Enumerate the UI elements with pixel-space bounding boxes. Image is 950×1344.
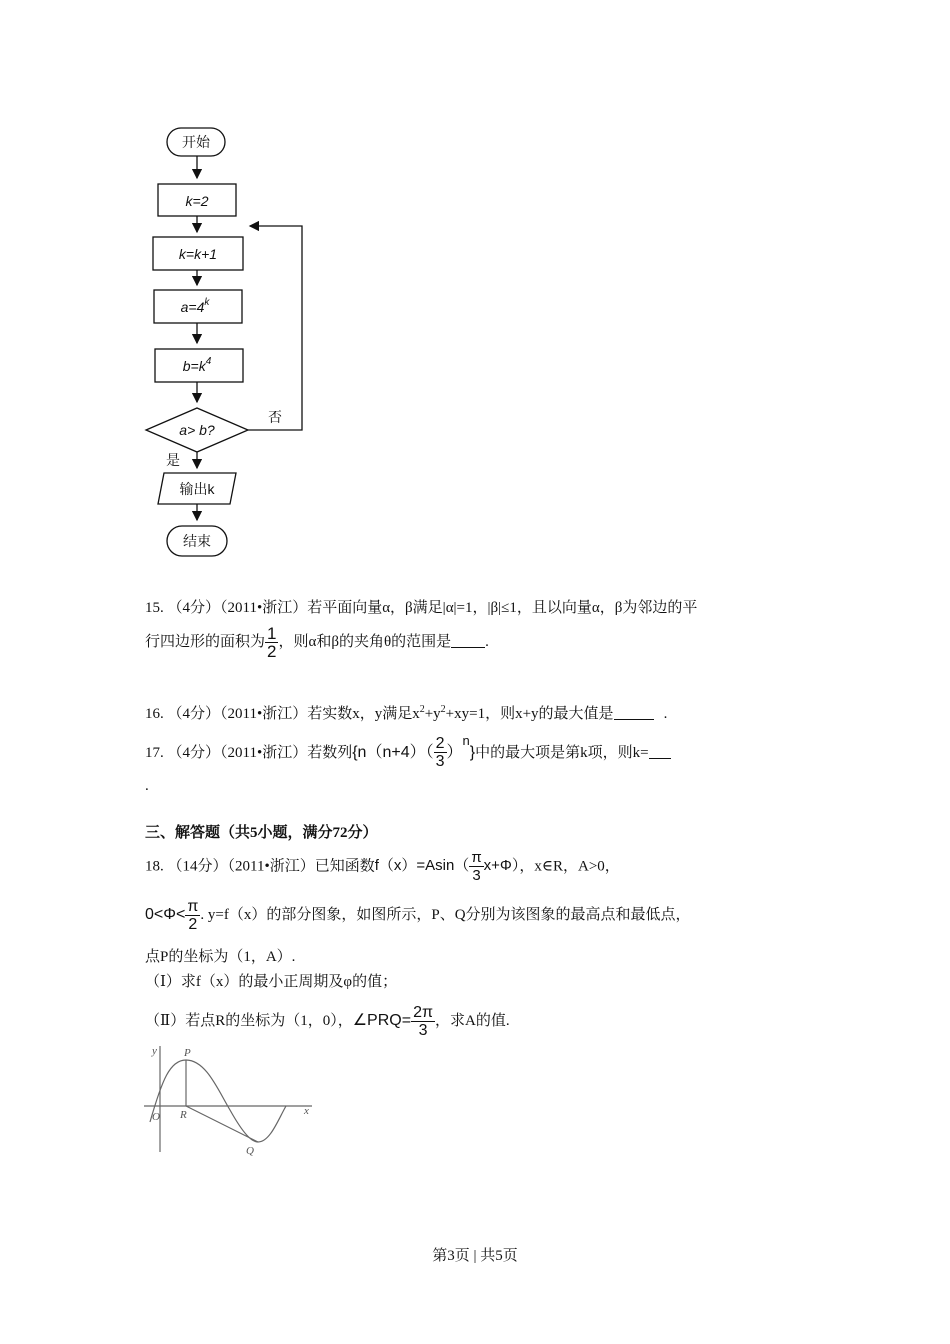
- q18-frac2-num: π: [187, 898, 199, 915]
- q18-line2: [145, 898, 691, 933]
- q17-seq-c: }: [469, 744, 476, 761]
- graph-y-label: y: [152, 1045, 157, 1057]
- q15-text-b: ，则α和β的夹角θ的范围是: [278, 633, 452, 650]
- step-label: k=k+1: [178, 246, 218, 262]
- graph-o-label: O: [152, 1111, 160, 1123]
- q15-blank[interactable]: [451, 633, 485, 648]
- q18-text-c: . y=f（x）的部分图象，如图所示，P、Q分别为该图象的最高点和最低点，: [200, 906, 691, 923]
- q16-text-b: +y: [424, 706, 441, 722]
- graph-p-label: P: [184, 1047, 191, 1059]
- q18-frac1: [469, 849, 483, 884]
- q16-text-a: 16. （4分）（2011•浙江）若实数x，y满足x: [145, 706, 420, 722]
- q17-blank[interactable]: [649, 744, 671, 759]
- svg-text:b=k4: [183, 356, 212, 374]
- q15-end: .: [485, 633, 489, 650]
- q16-sup1: 2: [419, 704, 425, 715]
- q18-line1: [145, 849, 620, 884]
- q15-text-a: 行四边形的面积为: [145, 633, 266, 650]
- end-label: 结束: [183, 533, 211, 549]
- q18-part2-b: ，求A的值.: [435, 1012, 510, 1029]
- init-label: k=2: [185, 193, 209, 209]
- line-rq: [186, 1106, 258, 1142]
- output-label: 输出k: [179, 481, 215, 497]
- page-footer: 第3页 | 共5页: [432, 1248, 518, 1264]
- q15-frac-num: 1: [267, 624, 277, 643]
- q16-text-c: +xy=1，则x+y的最大值是: [445, 706, 614, 722]
- svg-text:a=4k: [181, 297, 211, 315]
- q16-end: .: [663, 706, 668, 722]
- graph-r-label: R: [180, 1109, 187, 1121]
- q18-frac3-den: 3: [418, 1022, 428, 1039]
- q18-frac1-num: π: [471, 849, 482, 866]
- q18-part2-a: （Ⅱ）若点R的坐标为（1，0），: [145, 1012, 353, 1029]
- q16-blank[interactable]: [614, 705, 654, 720]
- q18-func-post: x+Φ）: [483, 857, 520, 875]
- q18-part1: （Ⅰ）求f（x）的最小正周期及φ的值；: [145, 974, 398, 990]
- assign-a-label: a=4: [180, 299, 205, 315]
- q18-line3: 点P的坐标为（1，A）.: [145, 949, 296, 965]
- q17-seq-a: {n（n+4）（: [352, 744, 434, 761]
- q18-frac3-num: 2π: [413, 1004, 433, 1021]
- q17-frac-den: 3: [435, 753, 445, 771]
- start-label: 开始: [182, 134, 210, 150]
- q15-fraction: [265, 625, 278, 660]
- yes-label: 是: [166, 452, 180, 468]
- q17-frac-num: 2: [435, 735, 445, 753]
- q17-seq-b: ）: [446, 744, 463, 761]
- assign-b-label: b=k: [182, 358, 206, 374]
- graph-q-label: Q: [246, 1145, 254, 1157]
- graph-x-label: x: [304, 1105, 309, 1117]
- q16: [145, 700, 667, 724]
- q17-line2: .: [145, 778, 149, 794]
- assign-b-exp: 4: [205, 356, 212, 367]
- q17-sup: n: [462, 733, 470, 748]
- sine-curve: [150, 1060, 286, 1142]
- q15-line1: 15. （4分）（2011•浙江）若平面向量α，β满足|α|=1，|β|≤1，且以向量α，β为邻边的平: [145, 600, 698, 616]
- no-label: 否: [268, 409, 282, 425]
- q18-frac1-den: 3: [472, 867, 481, 884]
- q18-func: f（x）=Asin（: [374, 857, 470, 875]
- q18-cond: 0<Φ<: [145, 905, 186, 923]
- q18-text-b: ，x∈R，A>0，: [519, 858, 620, 875]
- q17-text-a: 17. （4分）（2011•浙江）若数列: [145, 745, 353, 761]
- q17-text-b: 中的最大项是第k项，则k=: [475, 745, 649, 761]
- q18-frac3: [411, 1004, 435, 1039]
- q18-text-a: 18. （14分）（2011•浙江）已知函数: [145, 858, 375, 875]
- function-graph: [140, 1040, 320, 1160]
- q17: [145, 731, 671, 770]
- q18-frac2-den: 2: [188, 916, 198, 933]
- q18-frac2: [185, 898, 200, 933]
- assign-a-exp: k: [204, 297, 210, 308]
- q15-frac-den: 2: [267, 642, 277, 661]
- q18-part2: [145, 1004, 510, 1039]
- q15-line2: [145, 625, 489, 660]
- q16-sup2: 2: [440, 704, 446, 715]
- q18-angle: ∠PRQ=: [352, 1011, 412, 1029]
- flowchart: [130, 120, 330, 570]
- section-title: 三、解答题（共5小题，满分72分）: [145, 825, 378, 841]
- q17-fraction: [434, 735, 447, 770]
- condition-label: a> b?: [179, 422, 215, 438]
